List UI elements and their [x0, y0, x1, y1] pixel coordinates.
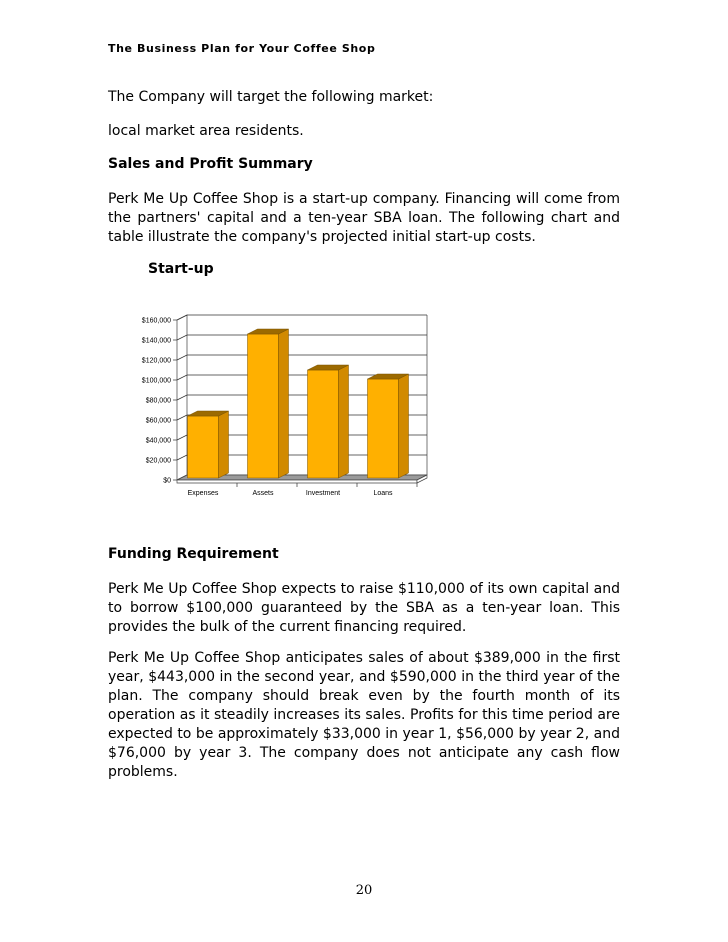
bar-side — [399, 374, 409, 478]
market-intro: The Company will target the following market: — [108, 89, 434, 105]
x-tick-label: Expenses — [187, 490, 219, 497]
chart-bars — [188, 329, 409, 478]
running-header: The Business Plan for Your Coffee Shop — [108, 42, 376, 55]
y-tick-label: $140,000 — [141, 337, 171, 345]
x-tick-label: Loans — [373, 490, 393, 497]
bar-front — [188, 416, 219, 478]
bar-side — [339, 365, 349, 478]
y-tick-label: $40,000 — [145, 437, 171, 445]
y-axis-ticks — [142, 318, 171, 485]
x-axis-ticks — [188, 483, 417, 497]
bar-side — [279, 329, 289, 478]
y-tick-label: $0 — [163, 477, 171, 485]
funding-paragraph-1: Perk Me Up Coffee Shop expects to raise $110,000 of its own capital and to borrow $100,000 guaranteed by the SBA as a ten-year loan. This provides the bulk of the current financing required. — [108, 581, 620, 635]
bar-front — [368, 379, 399, 478]
y-tick-label: $120,000 — [141, 357, 171, 365]
floor-edge — [177, 480, 417, 483]
page-number: 20 — [355, 883, 373, 898]
x-tick-label: Assets — [252, 490, 274, 497]
funding-heading: Funding Requirement — [108, 546, 279, 562]
gridline — [177, 315, 427, 320]
x-tick-label: Investment — [305, 490, 341, 497]
startup-costs-chart — [120, 300, 440, 505]
y-tick-label: $80,000 — [145, 397, 171, 405]
sales-heading: Sales and Profit Summary — [108, 156, 313, 172]
market-value: local market area residents. — [108, 123, 304, 139]
funding-paragraph-2: Perk Me Up Coffee Shop anticipates sales of about $389,000 in the first year, $443,000 in the second year, and $590,000 in the third year of the plan. The company should break even by the fourth month of its operation as it steadily increases its sales. Profits for this time period are expected to be approximately $33,000 in year 1, $56,000 by year 2, and $76,000 by year 3. The company does not anticipate any cash flow problems. — [108, 650, 620, 780]
gridline — [177, 335, 427, 340]
bar-side — [219, 411, 229, 478]
y-tick-label: $160,000 — [141, 317, 171, 325]
bar-front — [248, 334, 279, 478]
sales-paragraph: Perk Me Up Coffee Shop is a start-up company. Financing will come from the partners' capital and a ten-year SBA loan. The following chart and table illustrate the company's projected initial start-up costs. — [108, 191, 620, 245]
y-tick-label: $60,000 — [145, 417, 171, 425]
bar-front — [308, 370, 339, 478]
chart-title: Start-up — [148, 261, 214, 277]
y-tick-label: $100,000 — [141, 377, 171, 385]
gridline — [177, 355, 427, 360]
y-tick-label: $20,000 — [145, 457, 171, 465]
